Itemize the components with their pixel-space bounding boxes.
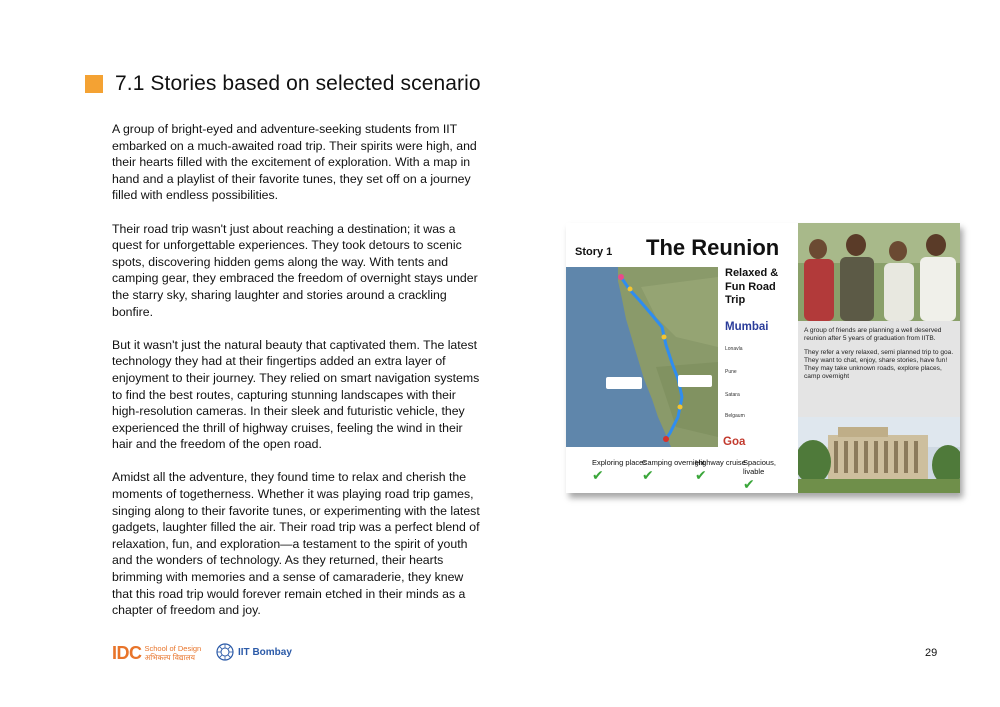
iitb-logo [216,643,292,661]
end-city: Goa [723,436,746,448]
page-number: 29 [925,647,938,659]
idc-line: अभिकल्प विद्यालय [144,652,195,662]
start-city: Mumbai [725,321,769,333]
check-icon: ✔ [642,467,654,483]
description-text: A group of friends are planning a well deserved reunion after 5 years of graduation from IITB. [804,327,942,342]
idc-line: School of Design [144,644,202,653]
paragraph: Amidst all the adventure, they found time to relax and cherish the moments of togetherness. Whether it was playing road trip games, singing along to their favorite tunes, or experimenting with the latest gadgets, laughter filled the air. Their road trip was a perfect blend of relaxation, fun, and exploration—a testament to the spirit of youth and the wonders of technology. As they returned, their hearts brimming with memories and a sense of camaraderie, they knew that this road trip would forever remain etched in their minds as a chapter of freedom and joy. [112,470,480,618]
feature-item [592,458,647,482]
feature-label: Spacious, livable [743,458,776,476]
waypoint-label: Belgaum [725,413,745,419]
route-map [566,267,718,447]
iitb-label: IIT Bombay [238,646,292,658]
campus-photo [798,417,960,493]
check-icon: ✔ [743,476,755,492]
idc-text [145,645,202,662]
iitb-emblem-icon [216,643,234,661]
route-map-graphic [566,267,718,447]
story-title: The Reunion [646,235,780,260]
feature-label: Exploring places [592,458,648,467]
check-icon: ✔ [592,467,604,483]
waypoint-label: Pune [725,369,737,375]
section-title: 7.1 Stories based on selected scenario [115,72,481,95]
story-card [566,223,960,493]
idc-logo [112,643,201,664]
heading-bullet-square [85,75,103,93]
feature-item [743,458,783,491]
paragraph: But it wasn't just the natural beauty that captivated them. The latest technology they had at their fingertips added an extra layer of enjoyment to their journey. They relied on smart navigation systems to find the best routes, capturing stunning landscapes with their high-resolution cameras. In their sleek and futuristic vehicle, they experienced the thrill of highway cruises, feeling the wind in their hair and the freedom of the open road. [112,337,480,452]
friends-photo [798,223,960,321]
section-heading [85,72,481,96]
start-marker-icon [618,274,624,280]
feature-label: Highway cruise [695,458,746,467]
story-label: Story 1 [575,246,613,258]
paragraph: A group of bright-eyed and adventure-seeking students from IIT embarked on a much-awaited road trip. Their spirits were high, and their hearts filled with the excitement of exploration. With a map in hand and a playlist of their favorite tunes, they set off on a journey filled with endless possibilities. [112,122,477,203]
story-description [798,321,960,417]
waypoint-label: Lonavla [725,346,743,352]
story-body-text [112,121,482,635]
end-marker-icon [663,436,669,442]
feature-item [695,458,746,482]
waypoint-label: Satara [725,392,740,398]
paragraph: Their road trip wasn't just about reaching a destination; it was a quest for unforgettable experiences. They took detours to scenic spots, discovering hidden gems along the way. With tents and camping gear, they embraced the freedom of overnight stays under the starry sky, sharing laughter and stories around a crackling bonfire. [112,221,478,319]
feature-label: Camping overnight [642,458,705,467]
story-subtitle: Relaxed & Fun Road Trip [725,267,779,306]
idc-mark: IDC [112,643,142,663]
description-text: They refer a very relaxed, semi planned trip to goa. They want to chat, enjoy, share stories, have fun! They may take unknown roads, explore places, camp overnight [804,349,954,380]
check-icon: ✔ [695,467,707,483]
